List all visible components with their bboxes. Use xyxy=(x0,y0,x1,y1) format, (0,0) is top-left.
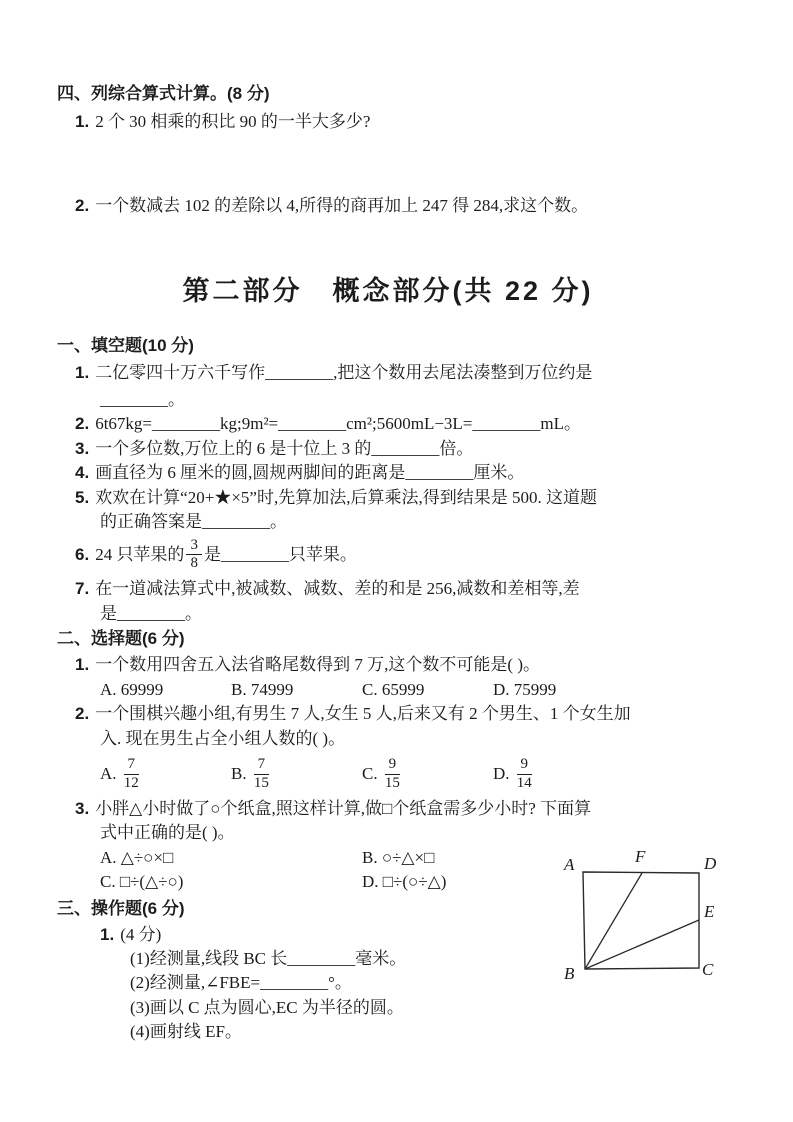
question-text: 欢欢在计算“20+★×5”时,先算加法,后算乘法,得到结果是 500. 这道题 xyxy=(95,487,597,507)
question-number: 2. xyxy=(75,195,90,215)
question-number: 7. xyxy=(75,579,90,598)
choice-question-3-line1 xyxy=(75,797,719,821)
option-c: C. □÷(△÷○) xyxy=(100,872,184,891)
point-label-f: F xyxy=(635,847,646,866)
question-text: 的正确答案是________。 xyxy=(100,512,287,531)
option-d xyxy=(493,757,534,792)
question-text: 入. 现在男生占全小组人数的( )。 xyxy=(100,728,346,748)
option-label: C. xyxy=(362,764,378,784)
question-text: 在一道减法算式中,被减数、减数、差的和是 256,减数和差相等,差 xyxy=(95,579,580,598)
blank-line: ________。 xyxy=(100,389,185,409)
question-text: 一个数减去 102 的差除以 4,所得的商再加上 247 得 284,求这个数。 xyxy=(95,195,589,215)
fraction-denominator: 12 xyxy=(123,774,139,791)
question-text: 小胖△小时做了○个纸盒,照这样计算,做□个纸盒需多少小时? 下面算 xyxy=(95,798,592,818)
segment-be xyxy=(585,920,699,969)
fill-question-1-line1 xyxy=(75,361,719,385)
operate-item-3: (3)画以 C 点为圆心,EC 为半径的圆。 xyxy=(130,997,404,1017)
part2-title: 第二部分 概念部分(共 22 分) xyxy=(182,276,594,306)
choice-question-2-options xyxy=(100,757,719,792)
question-number: 2. xyxy=(75,414,90,433)
question-number: 4. xyxy=(75,463,90,482)
fill-question-3 xyxy=(75,437,719,461)
question-text: 是________只苹果。 xyxy=(203,544,357,564)
question-text: 式中正确的是( )。 xyxy=(100,823,235,842)
fraction xyxy=(124,757,140,792)
fraction xyxy=(385,757,401,792)
fill-section-header: 一、填空题(10 分) xyxy=(57,336,194,355)
fraction-denominator: 15 xyxy=(384,774,400,791)
section4-question-2 xyxy=(75,194,719,218)
choice-question-3-line2 xyxy=(100,821,719,845)
question-text: 画直径为 6 厘米的圆,圆规两脚间的距离是________厘米。 xyxy=(95,463,525,482)
option-b xyxy=(231,757,362,792)
vertex-label-d: D xyxy=(704,854,717,873)
choice-question-2-line1 xyxy=(75,702,719,726)
question-number: 3. xyxy=(75,798,90,818)
fraction-numerator: 9 xyxy=(385,757,401,775)
question-number: 3. xyxy=(75,438,90,458)
option-a xyxy=(100,757,231,792)
choice-question-1-options xyxy=(100,678,719,702)
question-text: 一个数用四舍五入法省略尾数得到 7 万,这个数不可能是( )。 xyxy=(95,655,541,674)
fraction xyxy=(517,757,533,792)
option-c: C. 65999 xyxy=(362,679,425,699)
question-text: 24 只苹果的 xyxy=(95,544,185,564)
fraction xyxy=(186,538,202,573)
vertex-label-c: C xyxy=(702,960,714,979)
question-text: (4 分) xyxy=(120,924,162,944)
operate-item-4: (4)画射线 EF。 xyxy=(130,1022,242,1041)
segment-bf xyxy=(585,873,642,969)
option-d: D. 75999 xyxy=(493,679,557,699)
question-text: 二亿零四十万六千写作________,把这个数用去尾法凑整到万位约是 xyxy=(95,363,593,382)
section4-header: 四、列综合算式计算。(8 分) xyxy=(57,84,270,103)
fraction xyxy=(254,757,270,792)
question-number: 1. xyxy=(75,363,90,382)
question-number: 2. xyxy=(75,704,90,723)
fill-question-7-line2 xyxy=(100,602,719,626)
vertex-label-b: B xyxy=(564,964,575,983)
question-number: 5. xyxy=(75,487,90,507)
option-b: B. 74999 xyxy=(231,679,294,699)
fill-question-1-line2 xyxy=(100,388,719,412)
fraction-denominator: 8 xyxy=(190,555,198,572)
option-label: D. xyxy=(493,764,510,784)
question-text: 是________。 xyxy=(100,603,202,623)
fraction-numerator: 3 xyxy=(186,538,202,556)
fill-question-2 xyxy=(75,412,719,436)
fill-question-7-line1 xyxy=(75,577,719,601)
choice-question-2-line2 xyxy=(100,727,719,751)
vertex-label-a: A xyxy=(564,855,575,874)
geometry-figure xyxy=(558,846,728,999)
fill-question-5-line2 xyxy=(100,510,719,534)
operate-item-2: (2)经测量,∠FBE=________°。 xyxy=(130,973,352,992)
option-c xyxy=(362,757,493,792)
question-text: 6t67kg=________kg;9m²=________cm²;5600mL−3L=________mL。 xyxy=(95,414,581,433)
option-d: D. □÷(○÷△) xyxy=(362,872,447,891)
fraction-denominator: 15 xyxy=(253,774,269,791)
fill-question-4 xyxy=(75,461,719,485)
fraction-numerator: 9 xyxy=(517,757,533,775)
operate-item-1: (1)经测量,线段 BC 长________毫米。 xyxy=(130,948,407,968)
option-a: A. 69999 xyxy=(100,679,164,699)
operate-section-header: 三、操作题(6 分) xyxy=(57,898,185,918)
fraction-numerator: 7 xyxy=(254,757,270,775)
fill-question-6 xyxy=(75,538,719,573)
question-number: 6. xyxy=(75,544,90,564)
question-number: 1. xyxy=(75,655,90,674)
option-label: B. xyxy=(231,764,247,784)
option-b: B. ○÷△×□ xyxy=(362,847,435,867)
option-label: A. xyxy=(100,764,117,784)
fill-question-5-line1 xyxy=(75,486,719,510)
section4-question-1 xyxy=(75,110,719,134)
fraction-numerator: 7 xyxy=(124,757,140,775)
choice-question-1 xyxy=(75,653,719,677)
question-number: 1. xyxy=(100,924,115,944)
question-text: 一个多位数,万位上的 6 是十位上 3 的________倍。 xyxy=(95,438,474,458)
fraction-denominator: 14 xyxy=(516,774,532,791)
square-abcd-diagram xyxy=(558,846,728,994)
choice-section-header: 二、选择题(6 分) xyxy=(57,629,185,648)
question-text: 一个围棋兴趣小组,有男生 7 人,女生 5 人,后来又有 2 个男生、1 个女生加 xyxy=(95,704,631,723)
square-outline xyxy=(583,872,699,969)
option-a: A. △÷○×□ xyxy=(100,847,174,867)
point-label-e: E xyxy=(704,902,715,921)
question-number: 1. xyxy=(75,112,90,131)
question-text: 2 个 30 相乘的积比 90 的一半大多少? xyxy=(95,112,371,131)
